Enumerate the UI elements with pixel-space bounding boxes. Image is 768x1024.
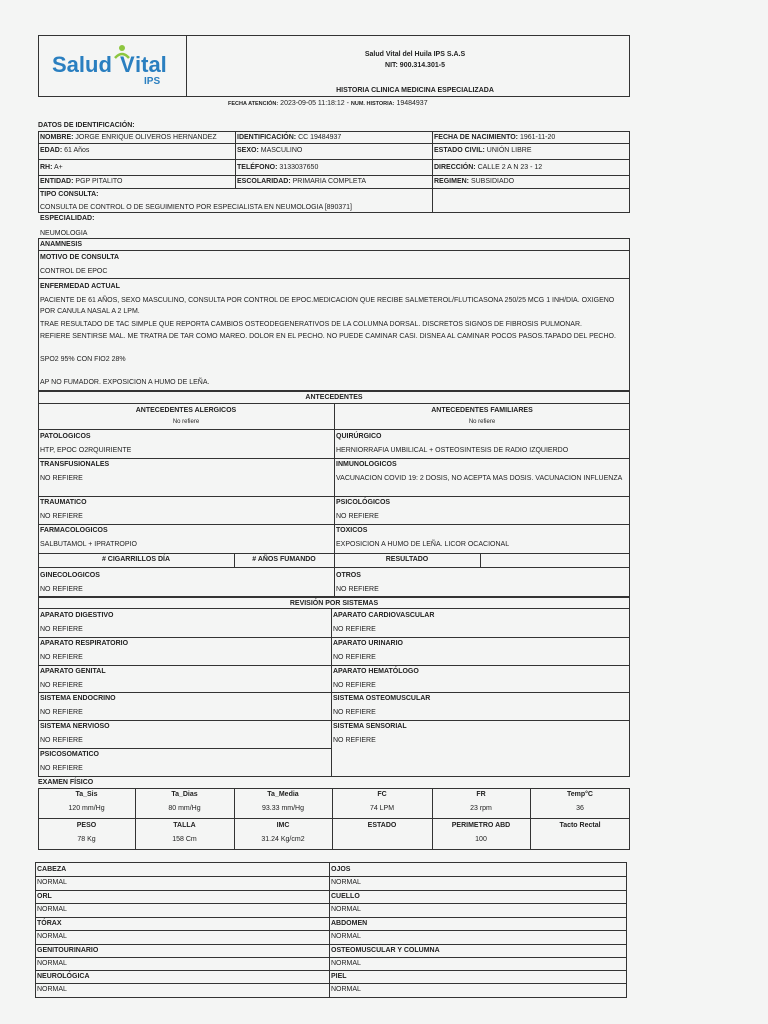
exam-label: IMC xyxy=(276,822,290,829)
alergicos-label: ANTECEDENTES ALERGICOS xyxy=(135,407,237,414)
enfermedad-line: TRAE RESULTADO DE TAC SIMPLE QUE REPORTA CAMBIOS OSTEODEGENERATIVOS DE LA COLUMNA DORSAL. DISCRETOS SIGNOS DE FIBROSIS PULMONAR. xyxy=(40,321,582,328)
antecedente-label: TRAUMATICO xyxy=(40,499,87,506)
id-field xyxy=(434,163,542,172)
body-exam-label: GENITOURINARIO xyxy=(37,947,99,954)
id-field-value: PRIMARIA COMPLETA xyxy=(292,178,367,185)
ginecologicos-value: NO REFIERE xyxy=(40,586,83,593)
body-exam-value: NORMAL xyxy=(37,906,67,913)
antecedente-value: NO REFIERE xyxy=(336,513,379,520)
enfermedad-line: AP NO FUMADOR. EXPOSICION A HUMO DE LEÑA. xyxy=(40,379,210,386)
exam-value: 78 Kg xyxy=(77,836,96,843)
id-field-label: REGIMEN: xyxy=(434,178,469,185)
exam-label: PERIMETRO ABD xyxy=(451,822,511,829)
familiares-label: ANTECEDENTES FAMILIARES xyxy=(431,407,533,414)
body-exam-value: NORMAL xyxy=(37,933,67,940)
revision-label: SISTEMA SENSORIAL xyxy=(333,723,407,730)
exam-label: TALLA xyxy=(173,822,196,829)
id-field xyxy=(237,133,341,142)
especialidad-value: NEUMOLOGIA xyxy=(40,230,88,237)
revision-value: NO REFIERE xyxy=(333,626,376,633)
examen-title: EXAMEN FÍSICO xyxy=(38,779,94,786)
id-field-label: ESTADO CIVIL: xyxy=(434,147,485,154)
body-exam-label: ORL xyxy=(37,893,52,900)
exam-value: 36 xyxy=(576,805,584,812)
id-field-value: MASCULINO xyxy=(260,147,303,154)
enfermedad-line: REFIERE SENTIRSE MAL. ME TRATRA DE TAR COMO MAREO. DOLOR EN EL PECHO. NO PUEDE CAMINAR CASI. DISNEA AL CAMINAR POCOS PASOS.TAPADO DEL PECHO. xyxy=(40,333,616,340)
body-exam-label: CUELLO xyxy=(331,893,360,900)
antecedente-label: FARMACOLOGICOS xyxy=(40,527,108,534)
revision-label: APARATO DIGESTIVO xyxy=(40,612,114,619)
exam-value: 74 LPM xyxy=(369,805,395,812)
id-section-title: DATOS DE IDENTIFICACIÓN: xyxy=(38,122,135,129)
revision-value: NO REFIERE xyxy=(40,709,83,716)
body-exam-label: NEUROLÓGICA xyxy=(37,973,90,980)
antecedente-value: NO REFIERE xyxy=(40,513,83,520)
exam-label: Temp°C xyxy=(566,791,593,798)
id-field xyxy=(434,146,532,155)
revision-label: SISTEMA NERVIOSO xyxy=(40,723,110,730)
revision-value: NO REFIERE xyxy=(333,654,376,661)
enfermedad-label: ENFERMEDAD ACTUAL xyxy=(40,283,120,290)
antecedentes-title: ANTECEDENTES xyxy=(305,394,363,401)
ginecologicos-label: GINECOLOGICOS xyxy=(40,572,100,579)
antecedente-label: PSICOLÓGICOS xyxy=(336,499,391,506)
revision-label: APARATO HEMATÓLOGO xyxy=(333,668,419,675)
id-field-label: RH: xyxy=(40,164,53,171)
id-field-value: 61 Años xyxy=(64,147,90,154)
id-field-label: TELÉFONO: xyxy=(237,164,278,171)
revision-value: NO REFIERE xyxy=(333,682,376,689)
id-field-label: IDENTIFICACIÓN: xyxy=(237,134,297,141)
otros-value: NO REFIERE xyxy=(336,586,379,593)
enfermedad-line: SPO2 95% CON FIO2 28% xyxy=(40,356,126,363)
id-field-value: UNIÓN LIBRE xyxy=(486,147,532,154)
revision-value: NO REFIERE xyxy=(40,682,83,689)
company-nit: NIT: 900.314.301-5 xyxy=(385,62,445,69)
otros-label: OTROS xyxy=(336,572,361,579)
antecedente-value: HTP, EPOC O2RQUIRIENTE xyxy=(40,447,132,454)
revision-label: APARATO GENITAL xyxy=(40,668,106,675)
document-title: HISTORIA CLINICA MEDICINA ESPECIALIZADA xyxy=(336,87,494,94)
revision-label: PSICOSOMATICO xyxy=(40,751,99,758)
exam-value: 23 rpm xyxy=(470,805,492,812)
id-field xyxy=(237,146,302,155)
company-logo: Salud V ital IPS xyxy=(52,44,182,90)
id-field-value: PGP PITALITO xyxy=(75,178,123,185)
exam-label: FC xyxy=(377,791,387,798)
exam-value: 120 mm/Hg xyxy=(68,805,105,812)
body-exam-value: NORMAL xyxy=(331,986,361,993)
anamnesis-title: ANAMNESIS xyxy=(40,241,83,248)
exam-label: PESO xyxy=(76,822,97,829)
body-exam-label: OJOS xyxy=(331,866,351,873)
exam-label: FR xyxy=(476,791,486,798)
body-exam-value: NORMAL xyxy=(331,933,361,940)
exam-label: Ta_Media xyxy=(267,791,299,798)
exam-value: 100 xyxy=(475,836,487,843)
id-field xyxy=(237,177,366,186)
id-field-label: ESCOLARIDAD: xyxy=(237,178,291,185)
body-exam-label: OSTEOMUSCULAR Y COLUMNA xyxy=(331,947,440,954)
antecedente-label: TOXICOS xyxy=(336,527,368,534)
id-field xyxy=(434,177,514,186)
id-field-label: DIRECCIÓN: xyxy=(434,164,476,171)
antecedente-label: TRANSFUSIONALES xyxy=(40,461,110,468)
cigarrillos-label: # CIGARRILLOS DÍA xyxy=(101,556,171,563)
person-icon xyxy=(112,44,132,60)
exam-value: 93.33 mm/Hg xyxy=(261,805,305,812)
id-field-label: SEXO: xyxy=(237,147,259,154)
id-field-value: 3133037650 xyxy=(279,164,319,171)
revision-label: APARATO URINARIO xyxy=(333,640,403,647)
body-exam-label: TÓRAX xyxy=(37,920,62,927)
exam-label: ESTADO xyxy=(367,822,397,829)
id-field xyxy=(434,133,555,142)
tipo-consulta-label: TIPO CONSULTA: xyxy=(40,191,99,198)
body-exam-label: ABDOMEN xyxy=(331,920,368,927)
id-field-value: A+ xyxy=(54,164,63,171)
body-exam-value: NORMAL xyxy=(37,879,67,886)
id-field xyxy=(40,133,217,142)
body-exam-label: PIEL xyxy=(331,973,347,980)
antecedente-label: QUIRÚRGICO xyxy=(336,433,382,440)
revision-label: APARATO CARDIOVASCULAR xyxy=(333,612,435,619)
antecedente-value: NO REFIERE xyxy=(40,475,83,482)
revision-value: NO REFIERE xyxy=(40,654,83,661)
familiares-value: No refiere xyxy=(468,419,496,425)
id-field-value: SUBSIDIADO xyxy=(470,178,515,185)
id-field-value: CC 19484937 xyxy=(298,134,342,141)
id-field xyxy=(40,163,63,172)
antecedente-value: SALBUTAMOL + IPRATROPIO xyxy=(40,541,137,548)
id-field xyxy=(40,146,89,155)
id-field xyxy=(40,177,122,186)
exam-label: Ta_Dias xyxy=(171,791,198,798)
anos-fumando-label: # AÑOS FUMANDO xyxy=(252,556,316,563)
antecedente-label: PATOLOGICOS xyxy=(40,433,91,440)
resultado-label: RESULTADO xyxy=(385,556,429,563)
antecedente-value: HERNIORRAFIA UMBILICAL + OSTEOSINTESIS DE RADIO IZQUIERDO xyxy=(336,447,569,454)
id-field-label: ENTIDAD: xyxy=(40,178,74,185)
revision-value: NO REFIERE xyxy=(40,737,83,744)
exam-value: 80 mm/Hg xyxy=(168,805,201,812)
tipo-consulta-value: CONSULTA DE CONTROL O DE SEGUIMIENTO POR ESPECIALISTA EN NEUMOLOGIA [890371] xyxy=(40,204,352,211)
body-exam-value: NORMAL xyxy=(331,960,361,967)
antecedente-value: VACUNACION COVID 19: 2 DOSIS, NO ACEPTA MAS DOSIS. VACUNACION INFLUENZA xyxy=(336,475,623,482)
exam-label: Ta_Sis xyxy=(75,791,98,798)
id-field-value: 1961-11-20 xyxy=(519,134,556,141)
attention-line: FECHA ATENCIÓN: 2023-09-05 11:18:12 - NUM. HISTORIA: 19484937 xyxy=(228,100,428,107)
enfermedad-line: POR CANULA NASAL A 2 LPM. xyxy=(40,308,140,315)
id-field-label: FECHA DE NACIMIENTO: xyxy=(434,134,518,141)
enfermedad-line: PACIENTE DE 61 AÑOS, SEXO MASCULINO, CONSULTA POR CONTROL DE EPOC.MEDICACION QUE RECIBE SALMETEROL/FLUTICASONA 250/25 MCG 1 INH/DIA. OXIGENO xyxy=(40,297,615,304)
body-exam-value: NORMAL xyxy=(331,906,361,913)
revision-value: NO REFIERE xyxy=(333,737,376,744)
revision-label: APARATO RESPIRATORIO xyxy=(40,640,129,647)
antecedente-label: INMUNOLOGICOS xyxy=(336,461,397,468)
antecedente-value: EXPOSICION A HUMO DE LEÑA. LICOR OCACIONAL xyxy=(336,541,510,548)
motivo-value: CONTROL DE EPOC xyxy=(40,268,108,275)
id-field xyxy=(237,163,318,172)
exam-value: 158 Cm xyxy=(172,836,197,843)
company-name: Salud Vital del Huila IPS S.A.S xyxy=(364,51,466,58)
id-field-value: JORGE ENRIQUE OLIVEROS HERNANDEZ xyxy=(75,134,217,141)
revision-label: SISTEMA OSTEOMUSCULAR xyxy=(333,695,431,702)
id-field-label: NOMBRE: xyxy=(40,134,74,141)
body-exam-value: NORMAL xyxy=(37,960,67,967)
body-exam-label: CABEZA xyxy=(37,866,67,873)
alergicos-value: No refiere xyxy=(172,419,200,425)
motivo-label: MOTIVO DE CONSULTA xyxy=(40,254,120,261)
id-field-value: CALLE 2 A N 23 - 12 xyxy=(477,164,543,171)
revision-value: NO REFIERE xyxy=(40,765,83,772)
id-field-label: EDAD: xyxy=(40,147,63,154)
exam-value: 31.24 Kg/cm2 xyxy=(261,836,305,843)
revision-value: NO REFIERE xyxy=(333,709,376,716)
exam-label: Tacto Rectal xyxy=(559,822,601,829)
revision-value: NO REFIERE xyxy=(40,626,83,633)
body-exam-value: NORMAL xyxy=(331,879,361,886)
especialidad-label: ESPECIALIDAD: xyxy=(40,215,95,222)
revision-label: SISTEMA ENDOCRINO xyxy=(40,695,116,702)
body-exam-value: NORMAL xyxy=(37,986,67,993)
revision-title: REVISIÓN POR SISTEMAS xyxy=(289,600,379,607)
